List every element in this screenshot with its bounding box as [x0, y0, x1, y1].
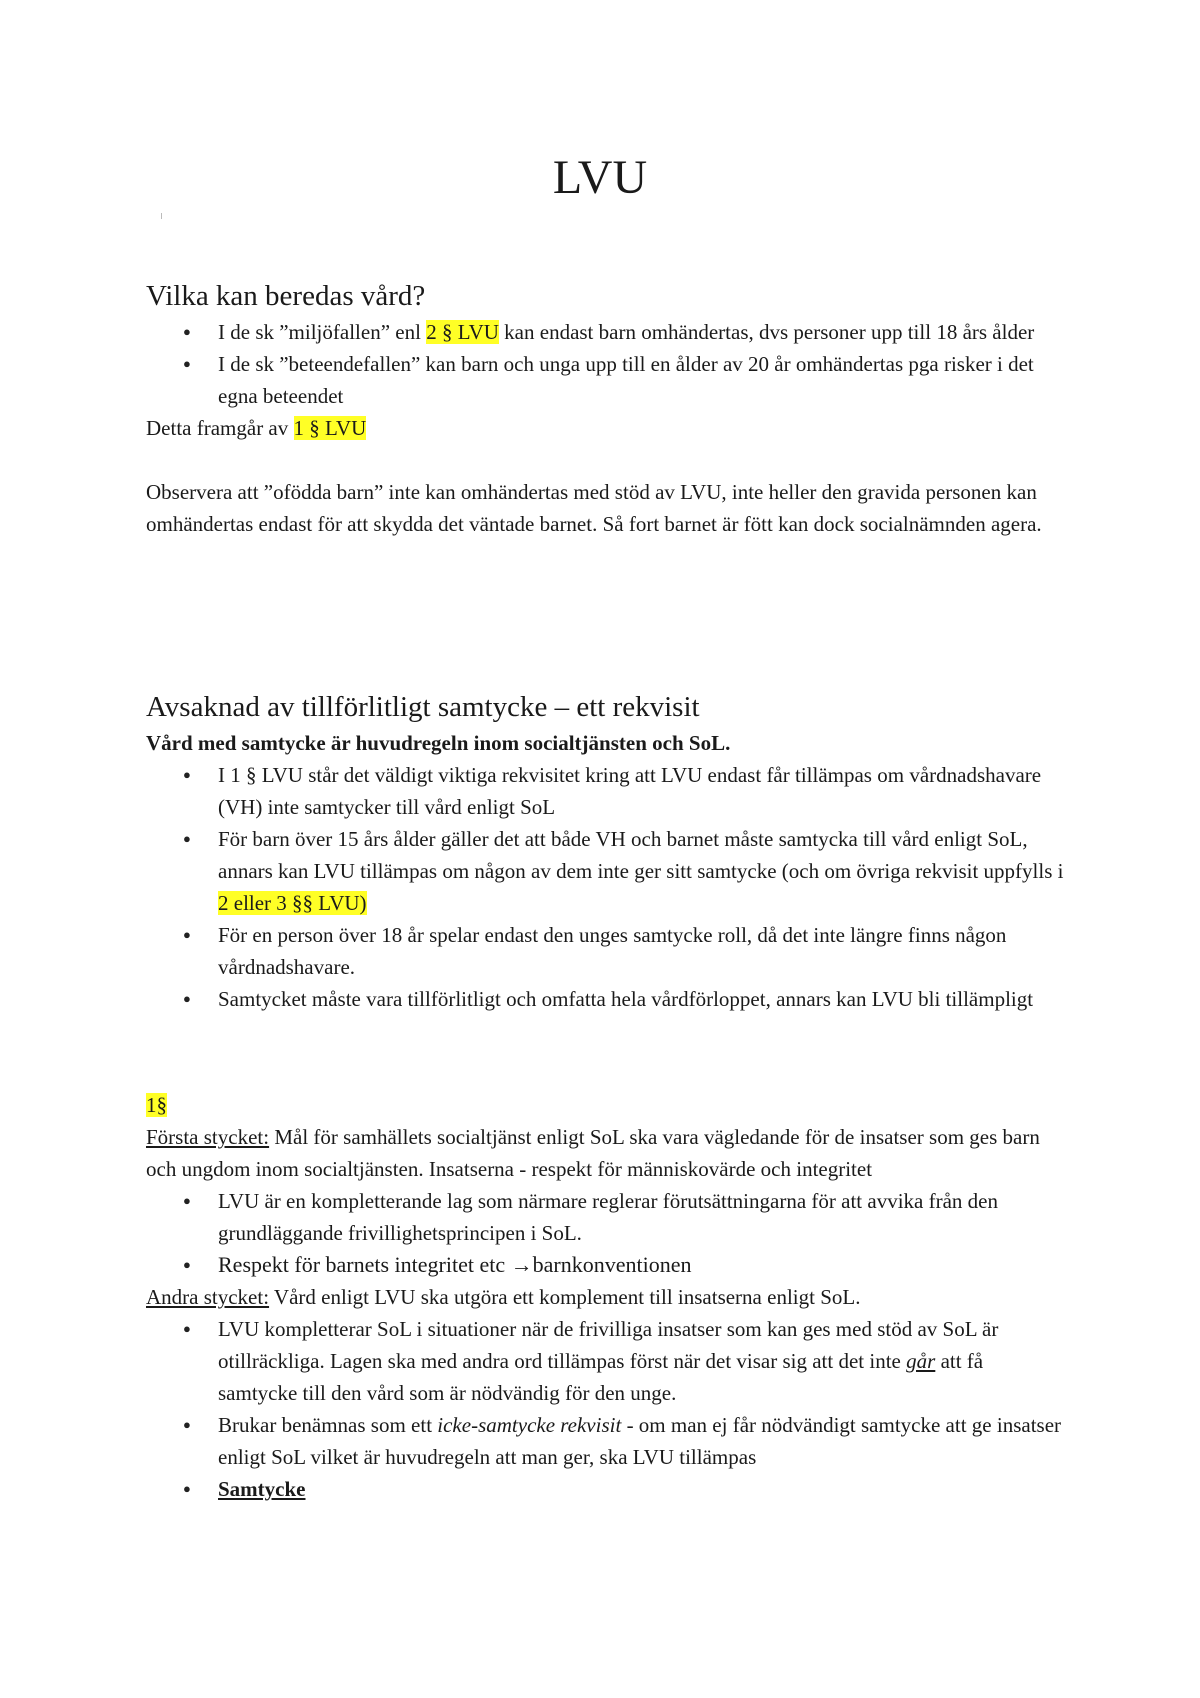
section-samtycke [146, 687, 1066, 1015]
list-item: ● I de sk ”miljöfallen” enl 2 § LVU kan endast barn omhändertas, dvs personer upp till 18 års ålder [146, 316, 1066, 348]
list-item: ● I de sk ”beteendefallen” kan barn och unga upp till en ålder av 20 år omhändertas pga risker i det egna beteendet [146, 348, 1066, 412]
highlight: 2 § LVU [426, 320, 499, 344]
document-title: LVU [552, 151, 648, 204]
list-item: ● För barn över 15 års ålder gäller det att både VH och barnet måste samtycka till vård enligt SoL, annars kan LVU tillämpas om någon av dem inte ger sitt samtycke (och om övriga rekvisit uppfylls i 2 eller 3 §§ LVU) [146, 823, 1066, 919]
highlight: 2 eller 3 §§ LVU) [218, 891, 367, 915]
note-paragraph: Observera att ”ofödda barn” inte kan omhändertas med stöd av LVU, inte heller den gravida personen kan omhändertas endast för att skydda det väntade barnet. Så fort barnet är fött kan dock socialnämnden agera. [146, 480, 1042, 536]
first-paragraph: Första stycket: Mål för samhällets socialtjänst enligt SoL ska vara vägledande för de insatser som ges barn och ungdom inom socialtjänsten. Insatserna - respekt för människovärde och integritet [146, 1125, 1040, 1181]
list-item: ● LVU kompletterar SoL i situationer när de frivilliga insatser som kan ges med stöd av SoL är otillräckliga. Lagen ska med andra ord tillämpas först när det visar sig att det inte går att få samtycke till den vård som är nödvändig för den unge. [146, 1313, 1066, 1409]
paragraph-label: 1§ [146, 1093, 167, 1117]
bullet-list [146, 1313, 1066, 1505]
section-heading: Vilka kan beredas vård? [146, 280, 426, 312]
bullet-list [146, 316, 1066, 412]
section-vilka [146, 276, 1066, 540]
bullet-list [146, 1185, 1066, 1281]
list-item: ● Respekt för barnets integritet etc →barnkonventionen [146, 1249, 1066, 1281]
section-paragraf-1 [146, 1089, 1066, 1505]
second-paragraph: Andra stycket: Vård enligt LVU ska utgöra ett komplement till insatserna enligt SoL. [146, 1285, 861, 1309]
stray-mark [161, 213, 162, 219]
list-item: ● Brukar benämnas som ett icke-samtycke rekvisit - om man ej får nödvändigt samtycke att ge insatser enligt SoL vilket är huvudregeln att man ger, ska LVU tillämpas [146, 1409, 1066, 1473]
list-item: ● LVU är en kompletterande lag som närmare reglerar förutsättningarna för att avvika från den grundläggande frivillighetsprincipen i SoL. [146, 1185, 1066, 1249]
list-item: ● Samtycke [146, 1473, 1066, 1505]
highlight: 1 § LVU [293, 416, 367, 440]
section-heading: Avsaknad av tillförlitligt samtycke – ett rekvisit [146, 691, 700, 723]
bullet-list [146, 759, 1066, 1015]
source-line: Detta framgår av 1 § LVU [146, 416, 367, 440]
lead-paragraph: Vård med samtycke är huvudregeln inom socialtjänsten och SoL. [146, 731, 731, 755]
list-item: ● I 1 § LVU står det väldigt viktiga rekvisitet kring att LVU endast får tillämpas om vårdnadshavare (VH) inte samtycker till vård enligt SoL [146, 759, 1066, 823]
list-item: ● För en person över 18 år spelar endast den unges samtycke roll, då det inte längre finns någon vårdnadshavare. [146, 919, 1066, 983]
list-item: ● Samtycket måste vara tillförlitligt och omfatta hela vårdförloppet, annars kan LVU bli tillämpligt [146, 983, 1066, 1015]
